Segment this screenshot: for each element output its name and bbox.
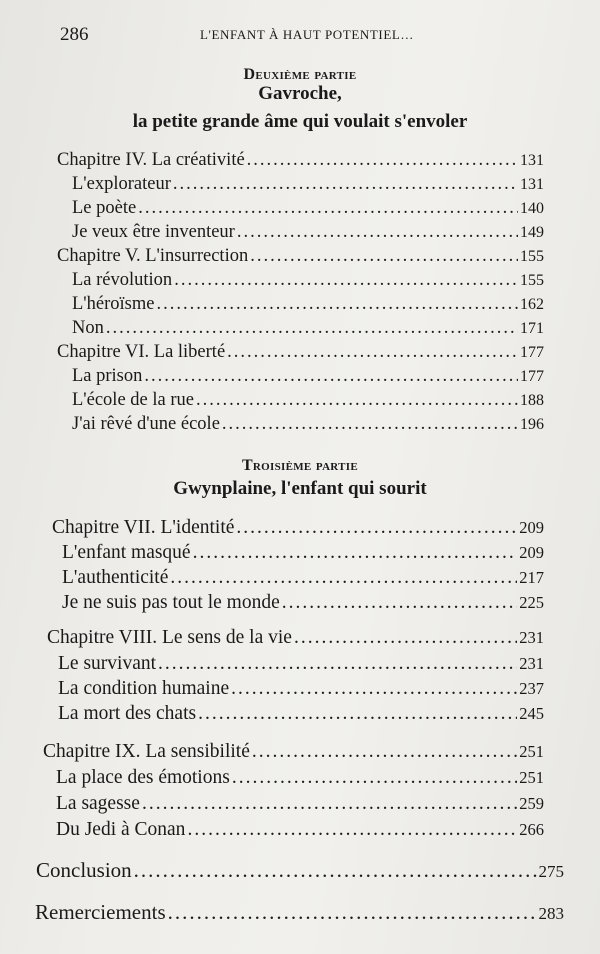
dot-leader xyxy=(158,653,517,675)
toc-section-entry xyxy=(72,174,544,195)
toc-chapter-entry xyxy=(52,517,544,539)
toc-section-entry xyxy=(72,366,544,387)
dot-leader xyxy=(252,741,517,763)
toc-entry-page: 196 xyxy=(520,416,544,433)
toc-entry-page: 140 xyxy=(520,200,544,217)
toc-section-entry xyxy=(62,592,544,614)
toc-chapter-entry xyxy=(57,150,544,171)
toc-section-entry xyxy=(58,678,544,700)
toc-section-entry xyxy=(56,819,544,841)
toc-entry-page: 275 xyxy=(538,862,564,881)
toc-entry-title: La prison xyxy=(72,366,143,386)
toc-entry-title: Je veux être inventeur xyxy=(72,222,235,242)
toc-conclusion-entry xyxy=(36,858,564,883)
toc-entry-page: 171 xyxy=(520,320,544,337)
toc-entry-page: 251 xyxy=(519,742,544,761)
toc-section-entry xyxy=(56,767,544,789)
toc-entry-page: 162 xyxy=(520,296,544,313)
toc-entry-title: Chapitre VI. La liberté xyxy=(57,342,226,362)
dot-leader xyxy=(134,858,537,883)
dot-leader xyxy=(187,819,517,841)
toc-entry-title: L'école de la rue xyxy=(72,390,194,410)
dot-leader xyxy=(168,900,537,925)
dot-leader xyxy=(156,294,518,315)
dot-leader xyxy=(144,366,518,387)
toc-entry-title: Chapitre VIII. Le sens de la vie xyxy=(47,627,292,648)
part-title: Gwynplaine, l'enfant qui sourit xyxy=(173,478,427,499)
toc-entry-page: 245 xyxy=(519,704,544,723)
toc-section-entry xyxy=(58,703,544,725)
toc-entry-title: Le poète xyxy=(72,198,137,218)
dot-leader xyxy=(247,150,518,171)
toc-entry-page: 237 xyxy=(519,679,544,698)
part-label: Deuxième partie xyxy=(243,66,357,83)
toc-entry-page: 177 xyxy=(520,368,544,385)
toc-chapter-entry xyxy=(47,627,544,649)
toc-section-entry xyxy=(72,294,544,315)
toc-chapter-entry xyxy=(43,741,544,763)
toc-entry-title: La condition humaine xyxy=(58,678,230,699)
toc-entry-page: 188 xyxy=(520,392,544,409)
toc-entry-title: J'ai rêvé d'une école xyxy=(72,414,220,434)
toc-entry-title: Chapitre V. L'insurrection xyxy=(57,246,249,266)
toc-entry-title: La place des émotions xyxy=(56,767,230,788)
dot-leader xyxy=(250,246,518,267)
toc-entry-page: 131 xyxy=(520,176,544,193)
toc-entry-title: L'authenticité xyxy=(62,567,169,588)
toc-section-entry xyxy=(72,270,544,291)
dot-leader xyxy=(142,793,517,815)
toc-section-entry xyxy=(72,318,544,339)
toc-entry-title: L'héroïsme xyxy=(72,294,155,314)
toc-entry-title: La mort des chats xyxy=(58,703,197,724)
toc-entry-title: Chapitre VII. L'identité xyxy=(52,517,235,538)
toc-section-entry xyxy=(72,390,544,411)
dot-leader xyxy=(174,270,518,291)
toc-entry-title: Du Jedi à Conan xyxy=(56,819,186,840)
toc-entry-page: 209 xyxy=(519,543,544,562)
toc-chapter-entry xyxy=(57,342,544,363)
dot-leader xyxy=(237,222,518,243)
dot-leader xyxy=(236,517,517,539)
toc-entry-page: 225 xyxy=(519,593,544,612)
toc-entry-title: Je ne suis pas tout le monde xyxy=(62,592,280,613)
toc-entry-page: 231 xyxy=(519,654,544,673)
toc-entry-title: Le survivant xyxy=(58,653,157,674)
toc-entry-title: Chapitre IV. La créativité xyxy=(57,150,245,170)
part-title: Gavroche, xyxy=(258,83,342,104)
toc-acknowledgements-entry xyxy=(35,900,564,925)
toc-entry-page: 259 xyxy=(519,794,544,813)
toc-entry-page: 155 xyxy=(520,248,544,265)
dot-leader xyxy=(222,414,518,435)
toc-entry-page: 155 xyxy=(520,272,544,289)
toc-entry-page: 251 xyxy=(519,768,544,787)
dot-leader xyxy=(294,627,517,649)
toc-section-entry xyxy=(62,567,544,589)
dot-leader xyxy=(196,390,518,411)
toc-entry-title: Conclusion xyxy=(36,858,132,882)
toc-entry-page: 283 xyxy=(538,904,564,923)
dot-leader xyxy=(170,567,517,589)
dot-leader xyxy=(282,592,518,614)
toc-entry-page: 131 xyxy=(520,152,544,169)
toc-chapter-entry xyxy=(57,246,544,267)
toc-entry-title: La révolution xyxy=(72,270,173,290)
dot-leader xyxy=(198,703,517,725)
dot-leader xyxy=(173,174,518,195)
toc-entry-page: 149 xyxy=(520,224,544,241)
toc-section-entry xyxy=(56,793,544,815)
dot-leader xyxy=(106,318,518,339)
toc-section-entry xyxy=(72,222,544,243)
dot-leader xyxy=(232,767,517,789)
toc-entry-title: Chapitre IX. La sensibilité xyxy=(43,741,250,762)
toc-entry-title: La sagesse xyxy=(56,793,140,814)
dot-leader xyxy=(193,542,518,564)
toc-section-entry xyxy=(72,198,544,219)
toc-section-entry xyxy=(58,653,544,675)
dot-leader xyxy=(227,342,518,363)
toc-entry-title: Non xyxy=(72,318,104,338)
toc-entry-page: 177 xyxy=(520,344,544,361)
part-three-heading xyxy=(0,457,600,501)
page-number: 286 xyxy=(60,24,89,45)
part-title: la petite grande âme qui voulait s'envoler xyxy=(132,111,468,132)
toc-entry-title: Remerciements xyxy=(35,900,166,924)
page-header xyxy=(60,24,560,48)
dot-leader xyxy=(138,198,518,219)
toc-entry-page: 266 xyxy=(519,820,544,839)
toc-entry-page: 209 xyxy=(519,518,544,537)
toc-entry-title: L'enfant masqué xyxy=(62,542,191,563)
toc-section-entry xyxy=(62,542,544,564)
toc-entry-page: 217 xyxy=(519,568,544,587)
dot-leader xyxy=(231,678,517,700)
toc-entry-title: L'explorateur xyxy=(72,174,171,194)
part-two-heading xyxy=(0,66,600,134)
toc-section-entry xyxy=(72,414,544,435)
part-label: Troisième partie xyxy=(241,457,359,474)
running-title: L'ENFANT À HAUT POTENTIEL… xyxy=(200,27,415,42)
toc-entry-page: 231 xyxy=(519,628,544,647)
